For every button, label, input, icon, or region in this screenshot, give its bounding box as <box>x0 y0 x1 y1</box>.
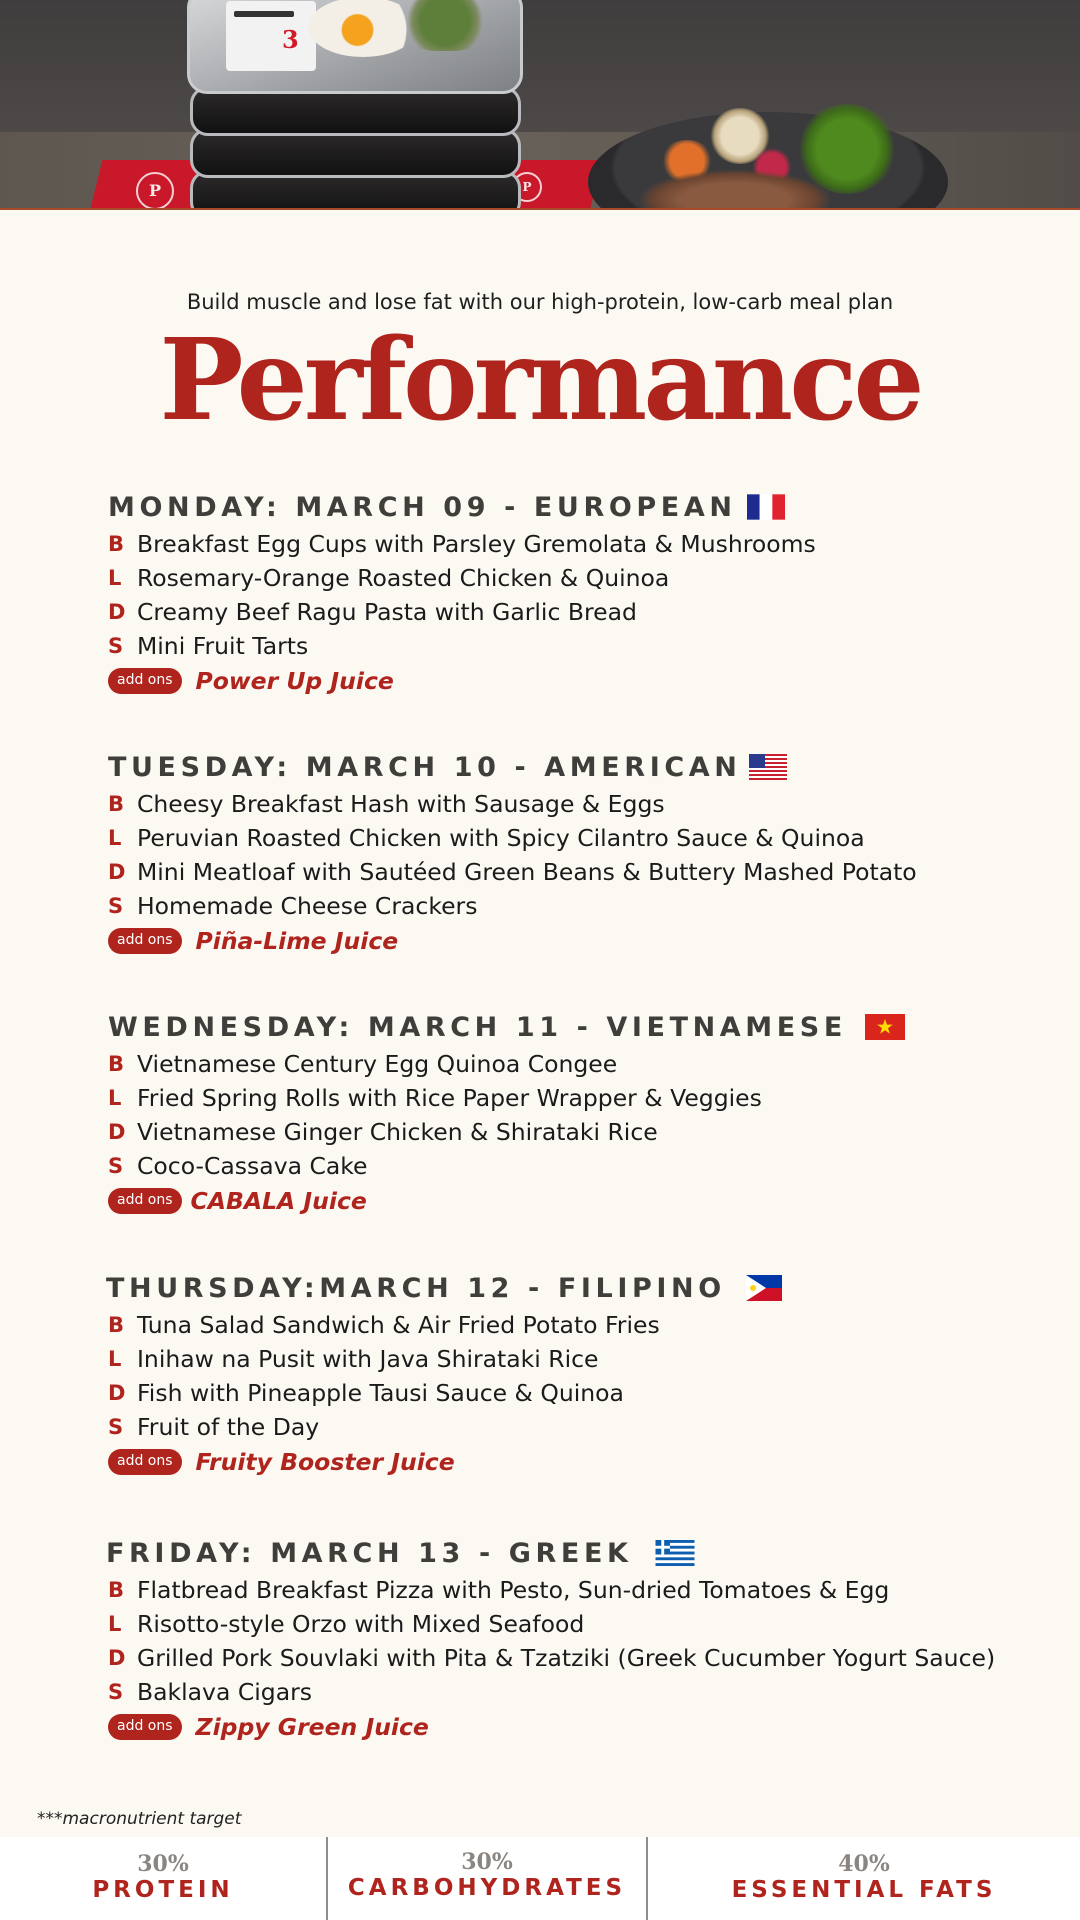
meal-letter: L <box>108 826 122 850</box>
meal-letter: L <box>108 1612 122 1636</box>
tagline: Build muscle and lose fat with our high-protein, low-carb meal plan <box>186 290 894 314</box>
day-heading-text: WEDNESDAY: MARCH 11 - VIETNAMESE <box>108 1011 847 1043</box>
meal-letter: S <box>108 1154 124 1178</box>
meal-letter: D <box>108 1120 126 1144</box>
meal-letter: S <box>108 1680 124 1704</box>
meal-name: Mini Meatloaf with Sautéed Green Beans & Buttery Mashed Potato <box>137 858 917 886</box>
macro-carbohydrates <box>328 1837 646 1920</box>
greens-food <box>400 0 490 51</box>
meal-letter: D <box>108 1381 126 1405</box>
day-heading <box>108 487 1048 527</box>
meal-letter: S <box>108 634 124 658</box>
meal-letter: D <box>108 1646 126 1670</box>
meal-letter: B <box>108 792 125 816</box>
meal-name: Inihaw na Pusit with Java Shirataki Rice <box>137 1345 599 1373</box>
addon-row <box>108 663 1048 699</box>
meal-name: Baklava Cigars <box>137 1678 312 1706</box>
brand-logo: P <box>136 172 174 210</box>
meal-letter: B <box>108 1052 125 1076</box>
day-heading <box>106 1268 1046 1308</box>
day-section-friday <box>106 1533 1046 1745</box>
meal-name: Flatbread Breakfast Pizza with Pesto, Sun-dried Tomatoes & Egg <box>137 1576 890 1604</box>
meal-name: Rosemary-Orange Roasted Chicken & Quinoa <box>137 564 670 592</box>
macro-label: CARBOHYDRATES <box>347 1875 627 1901</box>
meal-item-lunch <box>108 1081 1048 1115</box>
addon-row <box>108 1444 1046 1480</box>
meal-item-dinner <box>108 1115 1048 1149</box>
meal-tray-lid <box>187 0 523 94</box>
meal-name: Breakfast Egg Cups with Parsley Gremolata & Mushrooms <box>137 530 816 558</box>
broccoli-food <box>798 104 896 194</box>
addon-badge: add ons <box>108 928 182 954</box>
meal-item-breakfast <box>108 787 1048 821</box>
macro-percent: 30% <box>461 1849 513 1875</box>
meal-letter: L <box>108 566 122 590</box>
meal-item-dinner <box>108 1376 1046 1410</box>
meal-item-lunch <box>108 821 1048 855</box>
day-heading <box>108 1007 1048 1047</box>
day-heading <box>106 1533 1046 1573</box>
meal-name: Fried Spring Rolls with Rice Paper Wrapper & Veggies <box>137 1084 762 1112</box>
day-heading-text: FRIDAY: MARCH 13 - GREEK <box>106 1537 633 1569</box>
meal-name: Tuna Salad Sandwich & Air Fried Potato Fries <box>137 1311 660 1339</box>
meal-item-breakfast <box>108 1047 1048 1081</box>
macronutrient-footnote: ***macronutrient target <box>37 1809 242 1829</box>
meal-letter: B <box>108 1313 125 1337</box>
meal-letter: B <box>108 532 125 556</box>
meal-item-snack <box>108 1410 1046 1444</box>
addon-badge: add ons <box>108 1188 182 1214</box>
meal-item-dinner <box>108 1641 1046 1675</box>
meal-letter: L <box>108 1347 122 1371</box>
usa-flag-icon <box>749 754 787 780</box>
meal-item-snack <box>108 1675 1046 1709</box>
day-heading-text: MONDAY: MARCH 09 - EUROPEAN <box>108 491 737 523</box>
addon-juice: Power Up Juice <box>195 667 394 695</box>
meal-item-breakfast <box>108 1573 1046 1607</box>
meal-item-breakfast <box>108 1308 1046 1342</box>
france-flag-icon <box>747 494 785 520</box>
meal-name: Coco-Cassava Cake <box>137 1152 368 1180</box>
meal-name: Peruvian Roasted Chicken with Spicy Cilantro Sauce & Quinoa <box>137 824 865 852</box>
macro-label: ESSENTIAL FATS <box>731 1877 997 1903</box>
macro-percent: 30% <box>137 1851 189 1877</box>
meal-name: Creamy Beef Ragu Pasta with Garlic Bread <box>137 598 637 626</box>
meal-name: Grilled Pork Souvlaki with Pita & Tzatziki (Greek Cucumber Yogurt Sauce) <box>137 1644 996 1672</box>
meal-letter: S <box>108 894 124 918</box>
day-section-monday <box>108 487 1048 699</box>
meal-item-snack <box>108 629 1048 663</box>
macro-targets-bar <box>0 1837 1080 1920</box>
meal-name: Fish with Pineapple Tausi Sauce & Quinoa <box>137 1379 624 1407</box>
meal-item-dinner <box>108 855 1048 889</box>
addon-row <box>108 1183 1048 1219</box>
meal-name: Vietnamese Ginger Chicken & Shirataki Rice <box>137 1118 658 1146</box>
meal-letter: D <box>108 860 126 884</box>
hero-photo <box>0 0 1080 210</box>
day-heading-text: TUESDAY: MARCH 10 - AMERICAN <box>108 751 742 783</box>
addon-juice: Fruity Booster Juice <box>195 1448 455 1476</box>
meal-item-breakfast <box>108 527 1048 561</box>
meal-letter: B <box>108 1578 125 1602</box>
meal-name: Vietnamese Century Egg Quinoa Congee <box>137 1050 618 1078</box>
addon-badge: add ons <box>108 1714 182 1740</box>
greece-flag-icon <box>655 1540 693 1566</box>
meal-name: Fruit of the Day <box>137 1413 320 1441</box>
addon-row <box>108 1709 1046 1745</box>
meal-item-lunch <box>108 561 1048 595</box>
meal-name: Homemade Cheese Crackers <box>137 892 478 920</box>
day-section-thursday <box>106 1268 1046 1480</box>
meal-item-snack <box>108 889 1048 923</box>
macro-label: PROTEIN <box>92 1877 234 1903</box>
brand-logo: P <box>512 172 542 202</box>
meal-letter: S <box>108 1415 124 1439</box>
day-heading <box>108 747 1048 787</box>
meal-name: Cheesy Breakfast Hash with Sausage & Eggs <box>137 790 665 818</box>
meal-name: Risotto-style Orzo with Mixed Seafood <box>137 1610 585 1638</box>
addon-juice: Piña-Lime Juice <box>195 927 399 955</box>
day-heading-text: THURSDAY:MARCH 12 - FILIPINO <box>106 1272 726 1304</box>
meal-letter: D <box>108 600 126 624</box>
macro-protein <box>0 1837 326 1920</box>
meal-item-lunch <box>108 1342 1046 1376</box>
addon-badge: add ons <box>108 668 182 694</box>
philippines-flag-icon <box>746 1275 784 1301</box>
macro-essential-fats <box>648 1837 1080 1920</box>
addon-row <box>108 923 1048 959</box>
day-section-tuesday <box>108 747 1048 959</box>
addon-badge: add ons <box>108 1449 182 1475</box>
meal-letter: L <box>108 1086 122 1110</box>
addon-juice: Zippy Green Juice <box>195 1713 429 1741</box>
addon-juice: CABALA Juice <box>190 1187 367 1215</box>
meal-name: Mini Fruit Tarts <box>137 632 309 660</box>
meal-label-sticker: 3 <box>226 1 316 71</box>
vietnam-flag-icon <box>865 1014 903 1040</box>
meal-item-dinner <box>108 595 1048 629</box>
meal-item-snack <box>108 1149 1048 1183</box>
page-title: Performance <box>159 315 921 446</box>
day-section-wednesday <box>108 1007 1048 1219</box>
meal-item-lunch <box>108 1607 1046 1641</box>
macro-percent: 40% <box>838 1851 890 1877</box>
